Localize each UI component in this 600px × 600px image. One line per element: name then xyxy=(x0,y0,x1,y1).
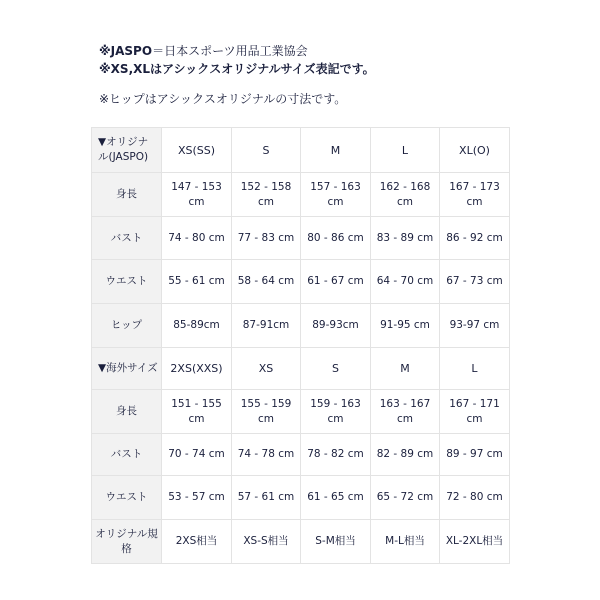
table-cell: 91-95 cm xyxy=(371,304,440,348)
table-cell: 2XS相当 xyxy=(162,520,232,564)
row-label-height: 身長 xyxy=(92,390,162,434)
row-label-bust: バスト xyxy=(92,217,162,260)
original-header-row xyxy=(92,128,510,173)
overseas-header-row xyxy=(92,348,510,390)
table-cell: 61 - 65 cm xyxy=(301,476,371,520)
table-row xyxy=(92,260,510,304)
row-label-waist: ウエスト xyxy=(92,260,162,304)
table-cell: 80 - 86 cm xyxy=(301,217,371,260)
size-chart-table xyxy=(91,127,510,564)
table-cell: 86 - 92 cm xyxy=(440,217,510,260)
table-row xyxy=(92,520,510,564)
table-cell: 87-91cm xyxy=(232,304,301,348)
table-cell: 77 - 83 cm xyxy=(232,217,301,260)
table-cell: 58 - 64 cm xyxy=(232,260,301,304)
table-cell: 167 - 173 cm xyxy=(440,173,510,217)
table-row xyxy=(92,390,510,434)
table-cell: 61 - 67 cm xyxy=(301,260,371,304)
table-cell: 55 - 61 cm xyxy=(162,260,232,304)
table-row xyxy=(92,434,510,476)
table-cell: 147 - 153 cm xyxy=(162,173,232,217)
table-cell: 163 - 167 cm xyxy=(371,390,440,434)
original-section-label: ▼オリジナル(JASPO) xyxy=(92,128,162,173)
table-cell: XS-S相当 xyxy=(232,520,301,564)
note-hip: ※ヒップはアシックスオリジナルの寸法です。 xyxy=(99,92,347,106)
table-cell: 78 - 82 cm xyxy=(301,434,371,476)
table-cell: 152 - 158 cm xyxy=(232,173,301,217)
size-label: S xyxy=(301,348,371,390)
size-label: L xyxy=(371,128,440,173)
size-label: 2XS(XXS) xyxy=(162,348,232,390)
size-label: M xyxy=(371,348,440,390)
row-label-hip: ヒップ xyxy=(92,304,162,348)
size-label: XS(SS) xyxy=(162,128,232,173)
table-cell: 167 - 171 cm xyxy=(440,390,510,434)
table-cell: 85-89cm xyxy=(162,304,232,348)
table-cell: 93-97 cm xyxy=(440,304,510,348)
size-label: M xyxy=(301,128,371,173)
size-label: XS xyxy=(232,348,301,390)
table-cell: 57 - 61 cm xyxy=(232,476,301,520)
table-cell: 64 - 70 cm xyxy=(371,260,440,304)
table-cell: 65 - 72 cm xyxy=(371,476,440,520)
table-cell: 67 - 73 cm xyxy=(440,260,510,304)
table-cell: M-L相当 xyxy=(371,520,440,564)
table-row xyxy=(92,217,510,260)
table-cell: 157 - 163 cm xyxy=(301,173,371,217)
table-cell: XL-2XL相当 xyxy=(440,520,510,564)
table-cell: 162 - 168 cm xyxy=(371,173,440,217)
table-cell: 53 - 57 cm xyxy=(162,476,232,520)
table-cell: 82 - 89 cm xyxy=(371,434,440,476)
table-cell: 74 - 80 cm xyxy=(162,217,232,260)
table-row xyxy=(92,304,510,348)
size-label: XL(O) xyxy=(440,128,510,173)
note-xs-xl: ※XS,XLはアシックスオリジナルサイズ表記です。 xyxy=(99,62,375,76)
table-cell: 151 - 155 cm xyxy=(162,390,232,434)
row-label-height: 身長 xyxy=(92,173,162,217)
table-cell: 89 - 97 cm xyxy=(440,434,510,476)
table-cell: 70 - 74 cm xyxy=(162,434,232,476)
table-cell: 89-93cm xyxy=(301,304,371,348)
table-cell: 83 - 89 cm xyxy=(371,217,440,260)
note-jaspo: ※JASPO＝日本スポーツ用品工業協会 xyxy=(99,44,308,58)
table-cell: 72 - 80 cm xyxy=(440,476,510,520)
table-row xyxy=(92,173,510,217)
table-cell: 74 - 78 cm xyxy=(232,434,301,476)
size-label: S xyxy=(232,128,301,173)
size-notes xyxy=(99,42,539,108)
row-label-bust: バスト xyxy=(92,434,162,476)
table-cell: 159 - 163 cm xyxy=(301,390,371,434)
row-label-original-standard: オリジナル規格 xyxy=(92,520,162,564)
table-cell: S-M相当 xyxy=(301,520,371,564)
table-cell: 155 - 159 cm xyxy=(232,390,301,434)
overseas-section-label: ▼海外サイズ xyxy=(92,348,162,390)
size-label: L xyxy=(440,348,510,390)
table-row xyxy=(92,476,510,520)
row-label-waist: ウエスト xyxy=(92,476,162,520)
